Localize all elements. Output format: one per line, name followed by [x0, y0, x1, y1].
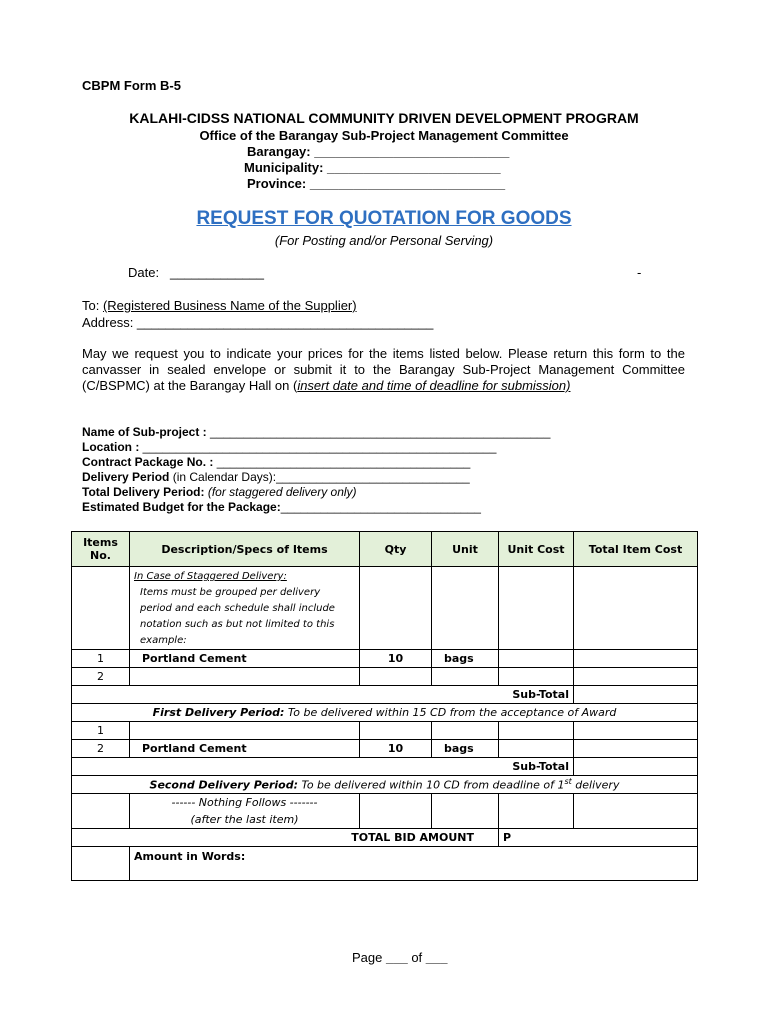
request-text: May we request you to indicate your prices for the items listed below. Please return this form to the canvasser in sealed envelope or submit it to the Barangay Sub-Project Management Committee (C/BSPMC) at the Barangay Hall on ( [82, 346, 685, 393]
field-contract-package: Contract Package No. : ______________________________________ [82, 455, 471, 469]
subtotal-row: Sub-Total [72, 758, 698, 776]
nothing-follows: ------ Nothing Follows ------- [171, 796, 318, 809]
staggered-note: In Case of Staggered Delivery: Items must be grouped per delivery period and each schedule shall include notation such as but not limited to this example: [130, 567, 360, 650]
municipality-field: Municipality: ________________________ [244, 160, 501, 175]
supplier-name: (Registered Business Name of the Supplier) [102, 298, 357, 313]
to-label: To: [82, 298, 103, 313]
total-bid-label: TOTAL BID AMOUNT [72, 829, 499, 847]
office-title: Office of the Barangay Sub-Project Management Committee [199, 128, 569, 143]
form-number: CBPM Form B-5 [82, 78, 181, 93]
total-bid-row [72, 829, 698, 847]
delivery-period-row: Second Delivery Period: To be delivered within 10 CD from deadline of 1st delivery [72, 776, 698, 794]
request-deadline: insert date and time of deadline for submission) [297, 378, 571, 393]
quotation-table [71, 531, 698, 881]
to-line [82, 298, 357, 313]
field-sub-project: Name of Sub-project : ___________________________________________________ [82, 425, 551, 439]
program-title: KALAHI-CIDSS NATIONAL COMMUNITY DRIVEN DEVELOPMENT PROGRAM [129, 110, 639, 126]
table-row [72, 794, 698, 829]
header-description: Description/Specs of Items [130, 532, 360, 567]
request-paragraph [82, 346, 685, 394]
date-dash: - [637, 265, 642, 280]
address-line: Address: _________________________________________ [82, 315, 434, 330]
date-line: _____________ [170, 265, 264, 280]
table-row[interactable]: 1 Portland Cement 10 bags [72, 650, 698, 668]
table-row[interactable]: 2 Portland Cement 10 bags [72, 740, 698, 758]
province-field: Province: ___________________________ [247, 176, 506, 191]
barangay-field: Barangay: ___________________________ [247, 144, 510, 159]
header-unit: Unit [432, 532, 499, 567]
total-bid-amount[interactable]: P [499, 829, 698, 847]
table-row [72, 567, 698, 650]
amount-in-words[interactable]: Amount in Words: [130, 847, 698, 881]
amount-in-words-row [72, 847, 698, 881]
page-footer: Page ___ of ___ [352, 950, 448, 965]
header-total-item-cost: Total Item Cost [574, 532, 698, 567]
header-unit-cost: Unit Cost [499, 532, 574, 567]
field-estimated-budget: Estimated Budget for the Package:______________________________ [82, 500, 481, 514]
table-row[interactable]: 2 [72, 668, 698, 686]
table-row[interactable]: 1 [72, 722, 698, 740]
table-header-row [72, 532, 698, 567]
document-subtitle: (For Posting and/or Personal Serving) [274, 233, 494, 248]
header-qty: Qty [360, 532, 432, 567]
field-location: Location : _____________________________________________________ [82, 440, 497, 454]
field-delivery-period: Delivery Period (in Calendar Days):_____________________________ [82, 470, 470, 484]
after-last-item: (after the last item) [190, 813, 299, 826]
document-title: REQUEST FOR QUOTATION FOR GOODS [196, 208, 572, 229]
header-items-no: Items No. [72, 532, 130, 567]
date-label: Date: [128, 265, 160, 280]
subtotal-row: Sub-Total [72, 686, 698, 704]
delivery-period-row: First Delivery Period: To be delivered within 15 CD from the acceptance of Award [72, 704, 698, 722]
field-total-delivery-period: Total Delivery Period: (for staggered delivery only) [82, 485, 357, 499]
